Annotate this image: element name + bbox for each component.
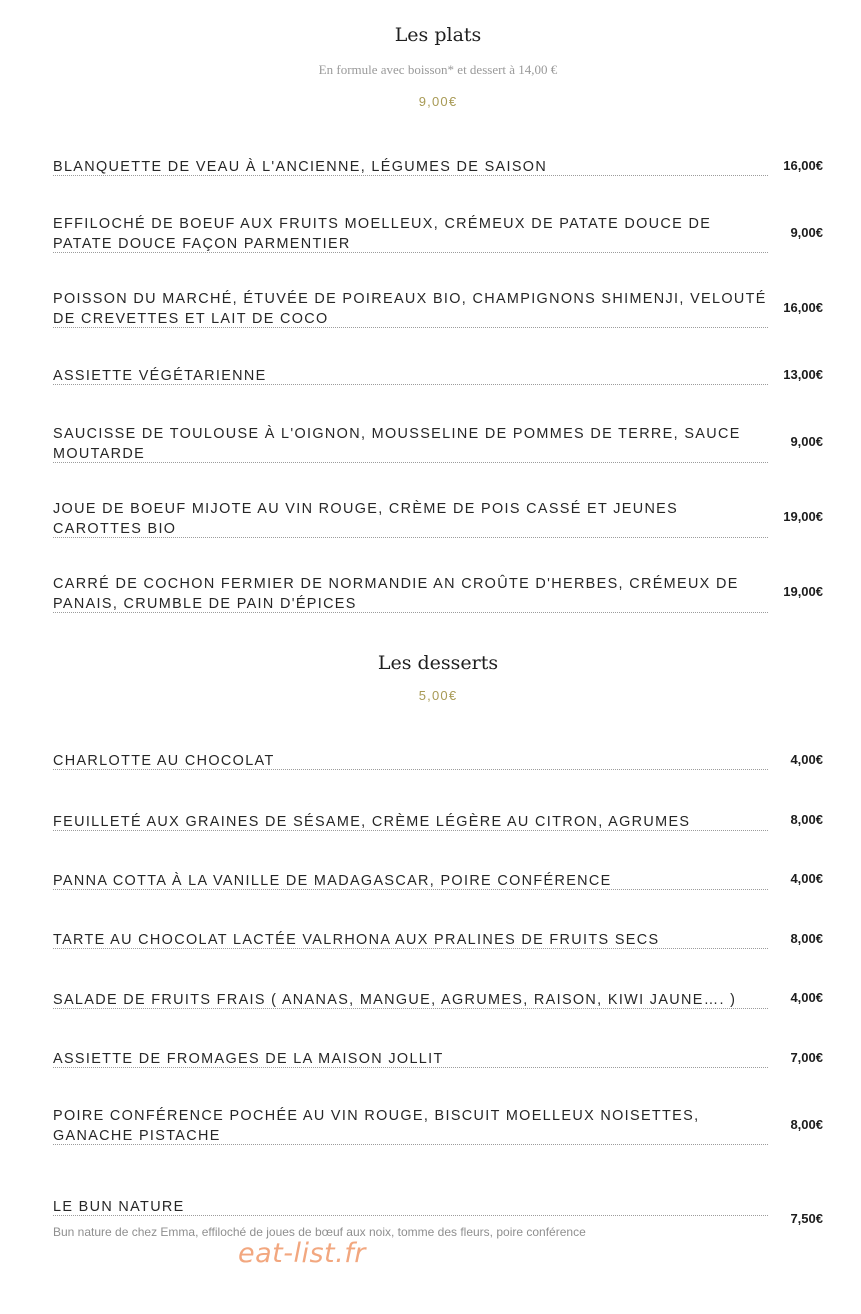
menu-item-price: 9,00€ [790,434,823,449]
menu-item-name [53,1106,768,1146]
menu-item-name [53,424,768,464]
menu-item-name-text: BLANQUETTE DE VEAU À L'ANCIENNE, LÉGUMES DE SAISON [53,159,553,175]
menu-item-name-text: LE BUN NATURE [53,1199,191,1215]
menu-item-price: 8,00€ [790,1117,823,1132]
menu-item-price: 4,00€ [790,990,823,1005]
menu-item-price: 8,00€ [790,931,823,946]
menu-item-price: 4,00€ [790,752,823,767]
dot-leader [53,460,768,463]
desserts-section-price: 5,00€ [418,688,458,703]
menu-item-name [53,930,768,950]
plats-formula-subtitle: En formule avec boisson* et dessert à 14,00 € [318,62,558,77]
menu-item-name-text: JOUE DE BOEUF MIJOTE AU VIN ROUGE, CRÈME DE POIS CASSÉ ET JEUNES CAROTTES BIO [53,501,679,537]
menu-item-name-text: TARTE AU CHOCOLAT LACTÉE VALRHONA AUX PRALINES DE FRUITS SECS [53,932,665,948]
menu-item-name-text: FEUILLETÉ AUX GRAINES DE SÉSAME, CRÈME LÉGÈRE AU CITRON, AGRUMES [53,814,696,830]
menu-item-price: 4,00€ [790,871,823,886]
menu-item-name-text: PANNA COTTA À LA VANILLE DE MADAGASCAR, POIRE CONFÉRENCE [53,873,618,889]
menu-item-name-text: CHARLOTTE AU CHOCOLAT [53,753,281,769]
menu-item-name-text: POIRE CONFÉRENCE POCHÉE AU VIN ROUGE, BISCUIT MOELLEUX NOISETTES, GANACHE PISTACHE [53,1108,700,1144]
menu-item-price: 19,00€ [783,584,823,599]
menu-item-name-text: ASSIETTE VÉGÉTARIENNE [53,368,273,384]
menu-item-name [53,574,768,614]
eat-list-watermark: eat-list.fr [238,1238,366,1269]
menu-item-price: 16,00€ [783,300,823,315]
menu-item-price: 13,00€ [783,367,823,382]
menu-item-name [53,289,768,329]
menu-item-description: Bun nature de chez Emma, effiloché de joues de bœuf aux noix, tomme des fleurs, poire conférence [53,1225,586,1239]
menu-item-name-text: CARRÉ DE COCHON FERMIER DE NORMANDIE AN CROÛTE D'HERBES, CRÉMEUX DE PANAIS, CRUMBLE DE PAIN D'ÉPICES [53,576,739,612]
menu-item-name-text: EFFILOCHÉ DE BOEUF AUX FRUITS MOELLEUX, CRÉMEUX DE PATATE DOUCE DE PATATE DOUCE FAÇON PARMENTIER [53,216,712,252]
menu-item-price: 7,50€ [790,1211,823,1226]
menu-item-name-text: SALADE DE FRUITS FRAIS ( ANANAS, MANGUE, AGRUMES, RAISON, KIWI JAUNE…. ) [53,992,742,1008]
desserts-title: Les desserts [377,652,499,674]
menu-item-name-text: ASSIETTE DE FROMAGES DE LA MAISON JOLLIT [53,1051,450,1067]
plats-title: Les plats [394,24,482,46]
menu-item-price: 9,00€ [790,225,823,240]
menu-item-name [53,499,768,539]
menu-item-name [53,990,768,1010]
menu-item-name [53,812,768,832]
menu-item-name [53,214,768,254]
menu-item-name-text: SAUCISSE DE TOULOUSE À L'OIGNON, MOUSSELINE DE POMMES DE TERRE, SAUCE MOUTARDE [53,426,741,462]
menu-item-price: 7,00€ [790,1050,823,1065]
plats-section-price: 9,00€ [418,94,458,109]
menu-item-price: 8,00€ [790,812,823,827]
menu-item-price: 19,00€ [783,509,823,524]
menu-item-name-text: POISSON DU MARCHÉ, ÉTUVÉE DE POIREAUX BIO, CHAMPIGNONS SHIMENJI, VELOUTÉ DE CREVETTES ET LAIT DE COCO [53,291,767,327]
menu-item-price: 16,00€ [783,158,823,173]
